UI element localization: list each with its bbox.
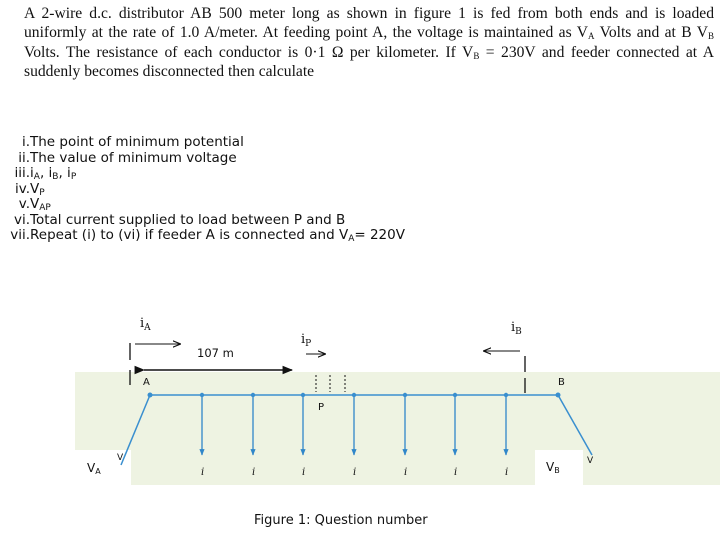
load-node	[200, 393, 204, 397]
question-item	[0, 135, 460, 151]
question-item	[0, 151, 460, 167]
question-text: $V_{AP}$	[30, 196, 51, 213]
load-current-label: i	[353, 467, 357, 478]
question-list	[0, 135, 460, 244]
distributor-figure	[0, 300, 720, 510]
figure-caption: Figure 1: Question number	[254, 513, 428, 528]
load-node	[453, 393, 457, 397]
question-item	[0, 228, 460, 244]
ib-label: $i_B$	[511, 320, 522, 337]
v-right-label: V	[587, 456, 594, 466]
point-b-label: B	[558, 377, 565, 388]
question-text: $V_P$	[30, 180, 45, 198]
question-text: The point of minimum potential	[30, 134, 244, 150]
question-number: vii.	[10, 227, 30, 243]
ia-label: $i_A$	[140, 316, 151, 333]
load-node	[352, 393, 356, 397]
load-node	[301, 393, 305, 397]
question-number: ii.	[18, 149, 30, 166]
question-number: iii.	[14, 165, 30, 181]
load-node	[504, 393, 508, 397]
question-number: iv.	[15, 180, 30, 197]
question-item	[0, 213, 460, 229]
load-current-label: i	[404, 467, 408, 478]
question-item	[0, 197, 460, 213]
node-b	[556, 393, 561, 398]
load-node	[403, 393, 407, 397]
problem-statement: A 2-wire d.c. distributor AB 500 meter long as shown in figure 1 is fed from both ends and is loaded uniformly at the rate of 1.0 A/meter. At feeding point A, the voltage is maintained as $V_A$ Volts and at B $V_B$ Volts. The resistance of each conductor is 0·1 Ω per kilometer. If $V_B = 230V$ and feeder connected at A suddenly becomes disconnected then calculate	[24, 5, 714, 80]
vb-label: VB	[546, 460, 560, 475]
load-current-label: i	[302, 467, 306, 478]
va-label: VA	[87, 461, 101, 476]
load-node	[251, 393, 255, 397]
node-a	[148, 393, 153, 398]
distance-label: 107 m	[197, 346, 234, 360]
question-number: v.	[18, 196, 30, 212]
v-left-label: V	[117, 453, 124, 463]
load-current-label: i	[505, 467, 509, 478]
question-text: $i_A$, $i_B$, $i_P$	[30, 165, 77, 182]
question-item	[0, 166, 460, 182]
load-current-label: i	[252, 467, 256, 478]
question-item	[0, 182, 460, 198]
question-text: The value of minimum voltage	[30, 149, 237, 166]
question-number: i.	[21, 134, 30, 150]
question-number: vi.	[13, 211, 30, 228]
ip-label: $i_P$	[301, 332, 312, 349]
point-a-label: A	[143, 377, 150, 388]
load-current-label: i	[201, 467, 205, 478]
point-p-label: P	[318, 402, 325, 413]
question-text: Repeat (i) to (vi) if feeder A is connected and $V_A= 220V$	[30, 227, 405, 244]
load-current-label: i	[454, 467, 458, 478]
figure-background	[75, 372, 720, 485]
question-text: Total current supplied to load between P and B	[30, 211, 346, 228]
